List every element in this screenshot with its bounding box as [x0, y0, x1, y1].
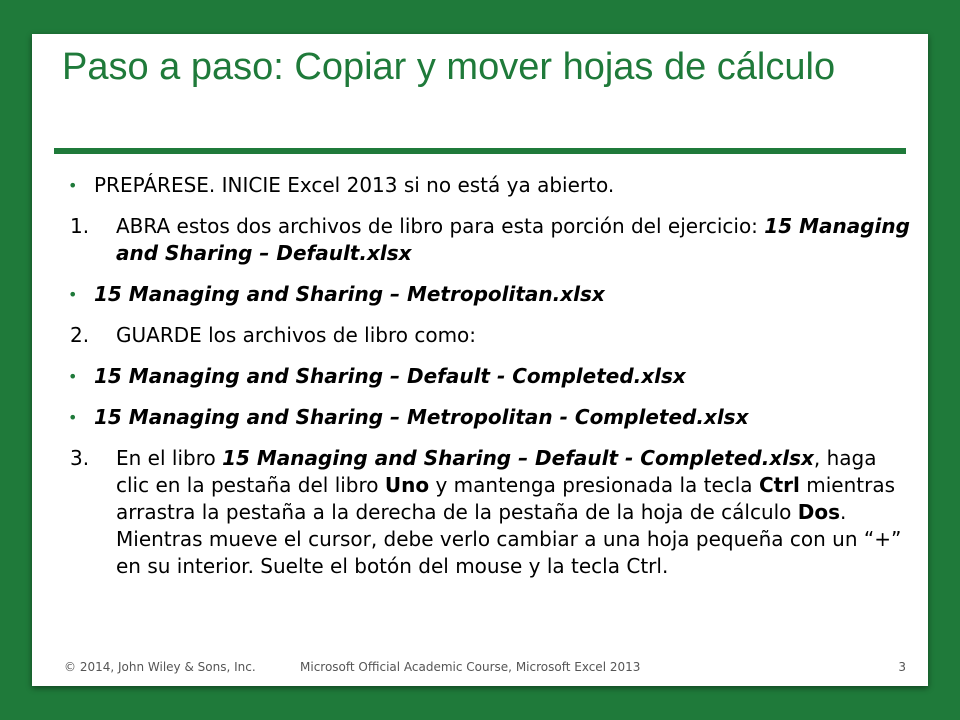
item-text: ABRA estos dos archivos de libro para esta porción del ejercicio:	[116, 214, 765, 238]
number-marker: 1.	[70, 214, 90, 238]
list-item	[62, 322, 912, 349]
file-name: 15 Managing and Sharing – Metropolitan - Completed.xlsx	[94, 405, 749, 429]
bullet-marker: •	[68, 285, 78, 304]
bullet-marker: •	[68, 408, 78, 427]
sheet-name: Uno	[384, 473, 430, 497]
file-name: 15 Managing and Sharing – Metropolitan.xlsx	[94, 282, 605, 306]
item-text: y mantenga presionada la tecla	[429, 473, 759, 497]
item-text: En el libro	[116, 446, 223, 470]
footer-copyright: © 2014, John Wiley & Sons, Inc.	[64, 660, 256, 674]
slide-content	[62, 172, 912, 594]
item-text: , haga clic en la pestaña del libro	[116, 446, 877, 497]
slide	[32, 34, 928, 686]
bullet-marker: •	[68, 367, 78, 386]
item-text: mientras arrastra la pestaña a la derecha de la pestaña de la hoja de cálculo	[116, 473, 896, 524]
number-marker: 3.	[70, 446, 90, 470]
list-item	[62, 404, 912, 431]
bullet-marker: •	[68, 176, 78, 195]
list-item	[62, 213, 912, 267]
file-name: 15 Managing and Sharing – Default - Completed.xlsx	[222, 446, 814, 470]
number-marker: 2.	[70, 323, 90, 347]
sheet-name: Dos	[797, 500, 841, 524]
title-divider	[54, 148, 906, 154]
list-item	[62, 281, 912, 308]
item-text: PREPÁRESE. INICIE Excel 2013 si no está ya abierto.	[94, 173, 615, 197]
file-name: 15 Managing and Sharing – Default - Completed.xlsx	[94, 364, 686, 388]
item-text: GUARDE los archivos de libro como:	[116, 323, 477, 347]
list-item	[62, 363, 912, 390]
slide-title: Paso a paso: Copiar y mover hojas de cálculo	[62, 46, 836, 88]
footer-course: Microsoft Official Academic Course, Microsoft Excel 2013	[300, 660, 641, 674]
page-number: 3	[898, 660, 906, 674]
file-name: 15 Managing and Sharing – Default.xlsx	[116, 214, 910, 265]
list-item	[62, 172, 912, 199]
key-name: Ctrl	[758, 473, 800, 497]
item-text: . Mientras mueve el cursor, debe verlo cambiar a una hoja pequeña con un “+” en su interior. Suelte el botón del mouse y la tecla Ctrl.	[116, 500, 902, 578]
list-item	[62, 445, 912, 580]
